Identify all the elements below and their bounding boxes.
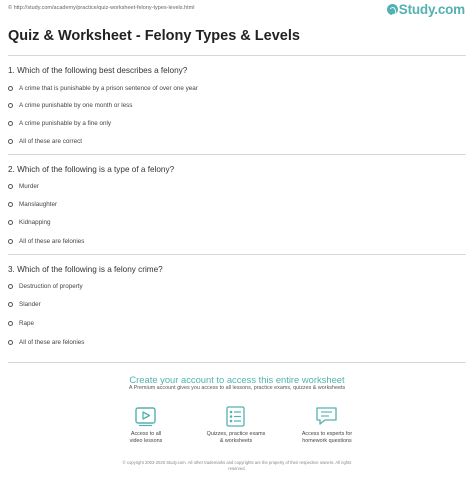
option-label: Rape (19, 319, 35, 327)
header-bar (0, 0, 474, 20)
q1-option-d[interactable] (8, 135, 82, 147)
radio-button[interactable] (8, 220, 13, 225)
option-label: Murder (19, 182, 39, 190)
question-divider (8, 254, 466, 255)
option-label: A crime punishable by a fine only (19, 119, 112, 127)
q1-option-a[interactable] (8, 82, 198, 94)
q1-option-b[interactable] (8, 99, 132, 111)
option-label: A crime that is punishable by a prison sentence of over one year (19, 84, 198, 92)
question-3: 3. Which of the following is a felony crime? (8, 265, 163, 274)
chat-bubble-icon (315, 406, 339, 427)
feature-label: Access to experts for homework questions (301, 431, 353, 444)
cta-divider (8, 362, 466, 363)
video-play-icon (134, 406, 158, 427)
radio-button[interactable] (8, 121, 13, 126)
radio-button[interactable] (8, 103, 13, 108)
q3-option-c[interactable] (8, 317, 34, 329)
feature-label: Quizzes, practice exams & worksheets (206, 431, 266, 444)
option-label: Kidnapping (19, 218, 51, 226)
radio-button[interactable] (8, 302, 13, 307)
radio-button[interactable] (8, 340, 13, 345)
q3-option-d[interactable] (8, 336, 84, 348)
copyright-notice: © copyright 2003-2020 Study.com. All other trademarks and copyrights are the property of their respective owners. All rights reserved. (122, 460, 352, 471)
page-url: © http://study.com/academy/practice/quiz-worksheet-felony-types-levels.html (8, 5, 195, 11)
feature-quizzes (191, 406, 281, 445)
q2-option-a[interactable] (8, 180, 39, 192)
q2-option-b[interactable] (8, 198, 57, 210)
radio-button[interactable] (8, 284, 13, 289)
logo-text: Study.com (398, 2, 465, 17)
question-2: 2. Which of the following is a type of a felony? (8, 165, 175, 174)
radio-button[interactable] (8, 184, 13, 189)
feature-label: Access to all video lessons (129, 431, 163, 444)
radio-button[interactable] (8, 239, 13, 244)
q2-option-c[interactable] (8, 216, 51, 228)
q3-option-a[interactable] (8, 280, 83, 292)
study-logo[interactable] (387, 2, 465, 17)
q2-option-d[interactable] (8, 235, 84, 247)
option-label: All of these are felonies (19, 338, 85, 346)
radio-button[interactable] (8, 139, 13, 144)
study-logo-icon (387, 4, 398, 15)
radio-button[interactable] (8, 321, 13, 326)
option-label: All of these are correct (19, 137, 82, 145)
radio-button[interactable] (8, 86, 13, 91)
option-label: All of these are felonies (19, 237, 85, 245)
q3-option-b[interactable] (8, 298, 41, 310)
title-divider (8, 55, 466, 56)
option-label: Manslaughter (19, 200, 58, 208)
q1-option-c[interactable] (8, 117, 111, 129)
question-divider (8, 154, 466, 155)
option-label: A crime punishable by one month or less (19, 101, 133, 109)
option-label: Slander (19, 300, 41, 308)
option-label: Destruction of property (19, 282, 83, 290)
feature-experts (282, 406, 372, 445)
page-title: Quiz & Worksheet - Felony Types & Levels (8, 28, 300, 44)
premium-description: A Premium account gives you access to all lessons, practice exams, quizzes & worksheets (128, 385, 346, 391)
feature-video-lessons (101, 406, 191, 445)
radio-button[interactable] (8, 202, 13, 207)
create-account-link[interactable]: Create your account to access this entire worksheet (129, 374, 345, 385)
checklist-icon (224, 406, 248, 427)
question-1: 1. Which of the following best describes a felony? (8, 66, 188, 75)
